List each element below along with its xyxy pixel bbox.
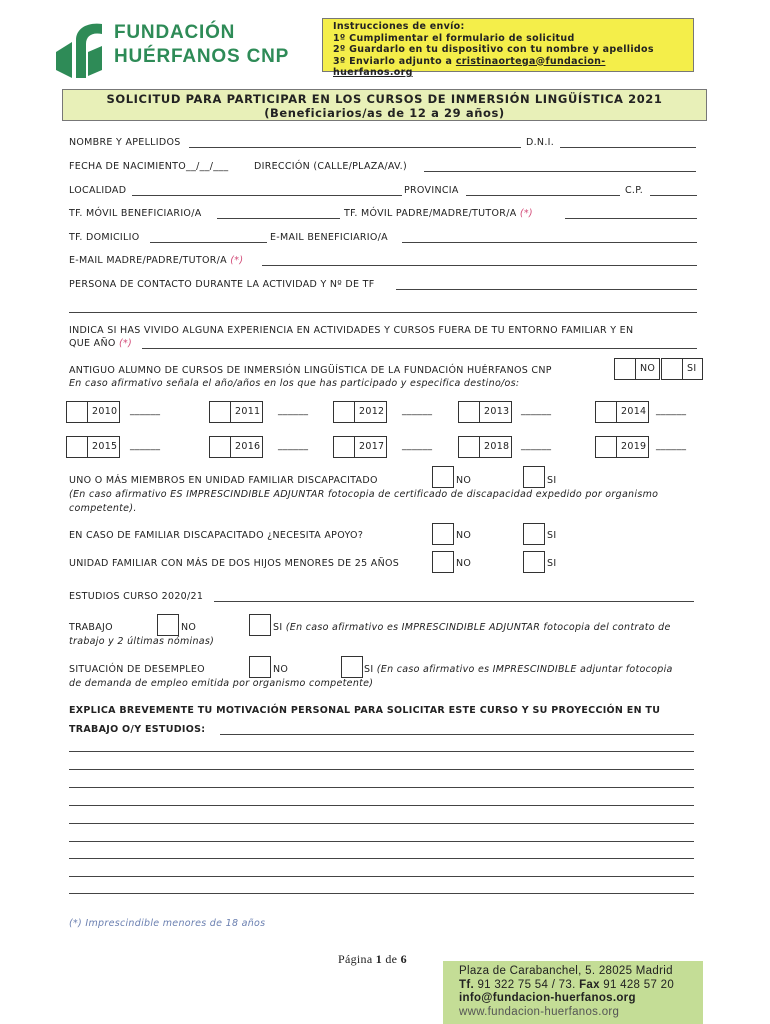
dni-label: D.N.I. <box>526 137 555 148</box>
motivacion-line[interactable] <box>69 769 694 770</box>
antiguo-alumno-note: En caso afirmativo señala el año/años en los que has participado y especifica destino/os: <box>69 378 520 389</box>
year-2017-destination[interactable]: ______ <box>402 440 433 451</box>
footnote-required: (*) Imprescindible menores de 18 años <box>69 918 266 929</box>
discapacitado-note-line2: competente). <box>69 503 137 514</box>
domicilio-field[interactable] <box>150 242 267 243</box>
instructions-step-1: 1º Cumplimentar el formulario de solicitud <box>333 32 575 44</box>
motivacion-line[interactable] <box>69 805 694 806</box>
nombre-field[interactable] <box>189 147 521 148</box>
contact-email[interactable]: info@fundacion-huerfanos.org <box>459 992 636 1004</box>
contacto-field-line2[interactable] <box>69 312 697 313</box>
trabajo-label: TRABAJO <box>69 622 113 633</box>
motivacion-line[interactable] <box>69 876 694 877</box>
movil-padre-label <box>344 208 533 219</box>
year-2013-destination[interactable]: ______ <box>521 405 552 416</box>
antiguo-alumno-label: ANTIGUO ALUMNO DE CURSOS DE INMERSIÓN LINGÜÍSTICA DE LA FUNDACIÓN HUÉRFANOS CNP <box>69 365 552 376</box>
year-2019-destination[interactable]: ______ <box>656 440 687 451</box>
year-2012-label: 2012 <box>355 401 387 423</box>
year-2014-destination[interactable]: ______ <box>656 405 687 416</box>
motivacion-question-line2: TRABAJO O/Y ESTUDIOS: <box>69 724 206 735</box>
year-2012-checkbox[interactable] <box>333 401 355 423</box>
instructions-email-link[interactable]: cristinaortega@fundacion-huerfanos.org <box>333 55 606 78</box>
fax-value: 91 428 57 20 <box>599 978 675 991</box>
provincia-field[interactable] <box>466 195 620 196</box>
motivacion-line[interactable] <box>69 858 694 859</box>
apoyo-no-label: NO <box>456 530 472 541</box>
year-2011-checkbox[interactable] <box>209 401 231 423</box>
trabajo-no-checkbox[interactable] <box>157 614 179 636</box>
year-2016-label: 2016 <box>231 436 263 458</box>
cp-field[interactable] <box>650 195 697 196</box>
motivacion-line[interactable] <box>69 841 694 842</box>
dni-field[interactable] <box>560 147 696 148</box>
year-2019-checkbox[interactable] <box>595 436 617 458</box>
page-number <box>338 952 407 967</box>
fecha-nacimiento-label: FECHA DE NACIMIENTO__/__/___ <box>69 161 229 172</box>
movil-padre-text: TF. MÓVIL PADRE/MADRE/TUTOR/A <box>344 208 517 219</box>
provincia-label: PROVINCIA <box>404 185 459 196</box>
apoyo-si-checkbox[interactable] <box>523 523 545 545</box>
hijos-si-checkbox[interactable] <box>523 551 545 573</box>
estudios-label: ESTUDIOS CURSO 2020/21 <box>69 591 204 602</box>
instructions-title: Instrucciones de envío: <box>333 21 465 32</box>
desempleo-label: SITUACIÓN DE DESEMPLEO <box>69 664 205 675</box>
hijos-si-label: SI <box>547 558 557 569</box>
desempleo-no-checkbox[interactable] <box>249 656 271 678</box>
year-2016-destination[interactable]: ______ <box>278 440 309 451</box>
experiencia-question-line1: INDICA SI HAS VIVIDO ALGUNA EXPERIENCIA EN ACTIVIDADES Y CURSOS FUERA DE TU ENTORNO FAMILIAR Y EN <box>69 325 634 336</box>
discapacitado-no-checkbox[interactable] <box>432 466 454 488</box>
year-2015-checkbox[interactable] <box>66 436 88 458</box>
contact-website[interactable]: www.fundacion-huerfanos.org <box>459 1005 620 1018</box>
discapacitado-si-checkbox[interactable] <box>523 466 545 488</box>
desempleo-si-text <box>364 664 673 675</box>
instructions-step-2: 2º Guardarlo en tu dispositivo con tu nombre y apellidos <box>333 44 654 55</box>
year-2011-label: 2011 <box>231 401 263 423</box>
estudios-field[interactable] <box>214 601 694 602</box>
desempleo-si-label: SI <box>364 664 374 675</box>
required-asterisk: (*) <box>519 208 533 219</box>
trabajo-si-label: SI <box>273 622 283 633</box>
page-separator: de <box>382 952 401 966</box>
email-padre-text: E-MAIL MADRE/PADRE/TUTOR/A <box>69 255 227 266</box>
motivacion-line[interactable] <box>69 823 694 824</box>
experiencia-field[interactable] <box>142 348 697 349</box>
cp-label: C.P. <box>625 185 644 196</box>
year-2014-label: 2014 <box>617 401 649 423</box>
direccion-field[interactable] <box>424 171 696 172</box>
required-asterisk: (*) <box>118 338 133 349</box>
hijos-no-checkbox[interactable] <box>432 551 454 573</box>
movil-padre-field[interactable] <box>565 218 697 219</box>
localidad-label: LOCALIDAD <box>69 185 127 196</box>
localidad-field[interactable] <box>132 195 402 196</box>
discapacitado-label: UNO O MÁS MIEMBROS EN UNIDAD FAMILIAR DISCAPACITADO <box>69 475 378 486</box>
year-2019-label: 2019 <box>617 436 649 458</box>
trabajo-si-text <box>273 622 671 633</box>
brand-name-line1: FUNDACIÓN <box>114 22 236 43</box>
antiguo-si-label: SI <box>683 358 703 380</box>
year-2018-checkbox[interactable] <box>458 436 480 458</box>
contact-phone <box>459 979 687 993</box>
movil-beneficiario-field[interactable] <box>217 218 340 219</box>
year-2017-label: 2017 <box>355 436 387 458</box>
year-2016-checkbox[interactable] <box>209 436 231 458</box>
year-2013-label: 2013 <box>480 401 512 423</box>
phone-value: 91 322 75 54 / 73. <box>473 978 580 991</box>
desempleo-note-line2: de demanda de empleo emitida por organismo competente) <box>69 678 374 689</box>
instructions-step-3 <box>333 56 683 79</box>
apoyo-no-checkbox[interactable] <box>432 523 454 545</box>
year-2011-destination[interactable]: ______ <box>278 405 309 416</box>
nombre-label: NOMBRE Y APELLIDOS <box>69 137 181 148</box>
trabajo-si-checkbox[interactable] <box>249 614 271 636</box>
desempleo-note-line1: (En caso afirmativo es IMPRESCINDIBLE adjuntar fotocopia <box>376 664 673 675</box>
motivacion-line[interactable] <box>69 787 694 788</box>
fundacion-logo-icon <box>54 22 106 80</box>
trabajo-note-line2: trabajo y 2 últimas nóminas) <box>69 636 215 647</box>
email-beneficiario-field[interactable] <box>402 242 697 243</box>
year-2015-label: 2015 <box>88 436 120 458</box>
year-2010-destination[interactable]: ______ <box>130 405 161 416</box>
trabajo-note-line1: (En caso afirmativo es IMPRESCINDIBLE ADJUNTAR fotocopia del contrato de <box>285 622 671 633</box>
direccion-label: DIRECCIÓN (CALLE/PLAZA/AV.) <box>254 161 407 172</box>
form-subtitle: (Beneficiarios/as de 12 a 29 años) <box>264 106 505 120</box>
antiguo-no-checkbox[interactable] <box>614 358 636 380</box>
domicilio-label: TF. DOMICILIO <box>69 232 140 243</box>
fax-label: Fax <box>579 978 600 991</box>
hijos-no-label: NO <box>456 558 472 569</box>
movil-beneficiario-label: TF. MÓVIL BENEFICIARIO/A <box>69 208 202 219</box>
antiguo-no-label: NO <box>636 358 660 380</box>
apoyo-label: EN CASO DE FAMILIAR DISCAPACITADO ¿NECESITA APOYO? <box>69 530 364 541</box>
contacto-label: PERSONA DE CONTACTO DURANTE LA ACTIVIDAD Y Nº DE TF <box>69 279 375 290</box>
brand-name-line2: HUÉRFANOS CNP <box>114 46 290 67</box>
contact-box <box>443 961 703 1024</box>
year-2017-checkbox[interactable] <box>333 436 355 458</box>
year-2013-checkbox[interactable] <box>458 401 480 423</box>
page-current: 1 <box>375 952 383 966</box>
form-title-box <box>62 89 707 121</box>
email-padre-label <box>69 255 243 266</box>
required-asterisk: (*) <box>230 255 244 266</box>
page-total: 6 <box>400 952 407 966</box>
trabajo-no-label: NO <box>181 622 197 633</box>
year-2014-checkbox[interactable] <box>595 401 617 423</box>
contacto-field[interactable] <box>396 289 697 290</box>
motivacion-question-line1: EXPLICA BREVEMENTE TU MOTIVACIÓN PERSONAL PARA SOLICITAR ESTE CURSO Y SU PROYECCIÓN EN TU <box>69 705 661 716</box>
desempleo-si-checkbox[interactable] <box>341 656 363 678</box>
instructions-box <box>322 18 694 78</box>
phone-label: Tf. <box>459 978 474 991</box>
discapacitado-note-line1: (En caso afirmativo ES IMPRESCINDIBLE ADJUNTAR fotocopia de certificado de discapacidad expedido por organismo <box>69 489 659 500</box>
motivacion-line[interactable] <box>69 751 694 752</box>
motivacion-field[interactable] <box>220 734 694 735</box>
year-2012-destination[interactable]: ______ <box>402 405 433 416</box>
apoyo-si-label: SI <box>547 530 557 541</box>
instructions-step-3-text: 3º Enviarlo adjunto a <box>333 55 456 67</box>
year-2015-destination[interactable]: ______ <box>130 440 161 451</box>
experiencia-question-line2 <box>69 338 132 349</box>
form-title: SOLICITUD PARA PARTICIPAR EN LOS CURSOS DE INMERSIÓN LINGÜÍSTICA 2021 <box>106 92 663 106</box>
email-beneficiario-label: E-MAIL BENEFICIARIO/A <box>270 232 388 243</box>
year-2018-destination[interactable]: ______ <box>521 440 552 451</box>
year-2010-checkbox[interactable] <box>66 401 88 423</box>
desempleo-no-label: NO <box>273 664 289 675</box>
email-padre-field[interactable] <box>262 265 697 266</box>
discapacitado-si-label: SI <box>547 475 557 486</box>
antiguo-si-checkbox[interactable] <box>661 358 683 380</box>
hijos-label: UNIDAD FAMILIAR CON MÁS DE DOS HIJOS MENORES DE 25 AÑOS <box>69 558 400 569</box>
experiencia-question-text: QUE AÑO <box>69 338 116 349</box>
motivacion-line[interactable] <box>69 893 694 894</box>
discapacitado-no-label: NO <box>456 475 472 486</box>
year-2018-label: 2018 <box>480 436 512 458</box>
page-prefix: Página <box>338 952 376 966</box>
year-2010-label: 2010 <box>88 401 120 423</box>
contact-address: Plaza de Carabanchel, 5. 28025 Madrid <box>459 965 673 977</box>
